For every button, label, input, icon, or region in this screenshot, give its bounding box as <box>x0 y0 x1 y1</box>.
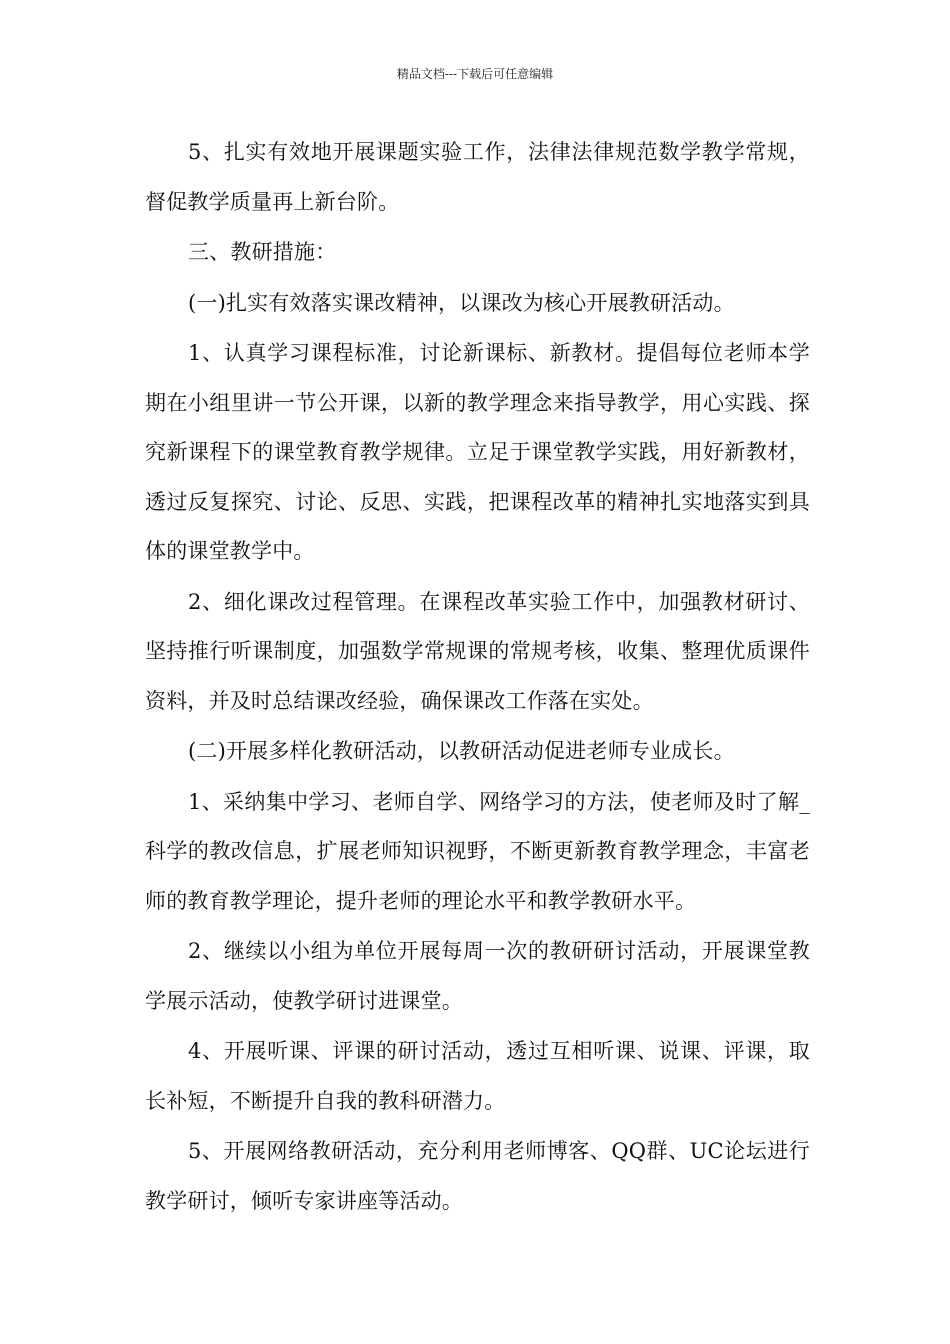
paragraph-1: 5、扎实有效地开展课题实验工作，法律法律规范数学教学常规，督促教学质量再上新台阶。 <box>145 140 810 214</box>
paragraph-7: 5、开展网络教研活动，充分利用老师博客、QQ群、UC论坛进行教学研讨，倾听专家讲座等活动。 <box>145 1139 810 1213</box>
document-body <box>145 128 810 1227</box>
section-heading-measures: 三、教研措施： <box>188 240 337 264</box>
paragraph-3: 2、细化课改过程管理。在课程改革实验工作中，加强教材研讨、坚持推行听课制度，加强数学常规课的常规考核，收集、整理优质课件资料，并及时总结课改经验，确保课改工作落在实处。 <box>145 589 810 713</box>
paragraph-6: 4、开展听课、评课的研讨活动，透过互相听课、说课、评课，取长补短，不断提升自我的教科研潜力。 <box>145 1039 810 1113</box>
subsection-heading-1: (一)扎实有效落实课改精神，以课改为核心开展教研活动。 <box>188 290 735 315</box>
page-header: 精品文档---下载后可任意编辑 <box>396 67 554 81</box>
subsection-heading-2: (二)开展多样化教研活动，以教研活动促进老师专业成长。 <box>188 739 735 763</box>
paragraph-4: 1、采纳集中学习、老师自学、网络学习的方法，使老师及时了解_科学的教改信息，扩展老师知识视野，不断更新教育教学理念，丰富老师的教育教学理论，提升老师的理论水平和教学教研水平。 <box>145 789 810 913</box>
paragraph-5: 2、继续以小组为单位开展每周一次的教研研讨活动，开展课堂教学展示活动，使教学研讨进课堂。 <box>145 939 810 1013</box>
paragraph-2: 1、认真学习课程标准，讨论新课标、新教材。提倡每位老师本学期在小组里讲一节公开课，以新的教学理念来指导教学，用心实践、探究新课程下的课堂教育教学规律。立足于课堂教学实践，用好新教材，透过反复探究、讨论、反思、实践，把课程改革的精神扎实地落实到具体的课堂教学中。 <box>145 341 810 563</box>
